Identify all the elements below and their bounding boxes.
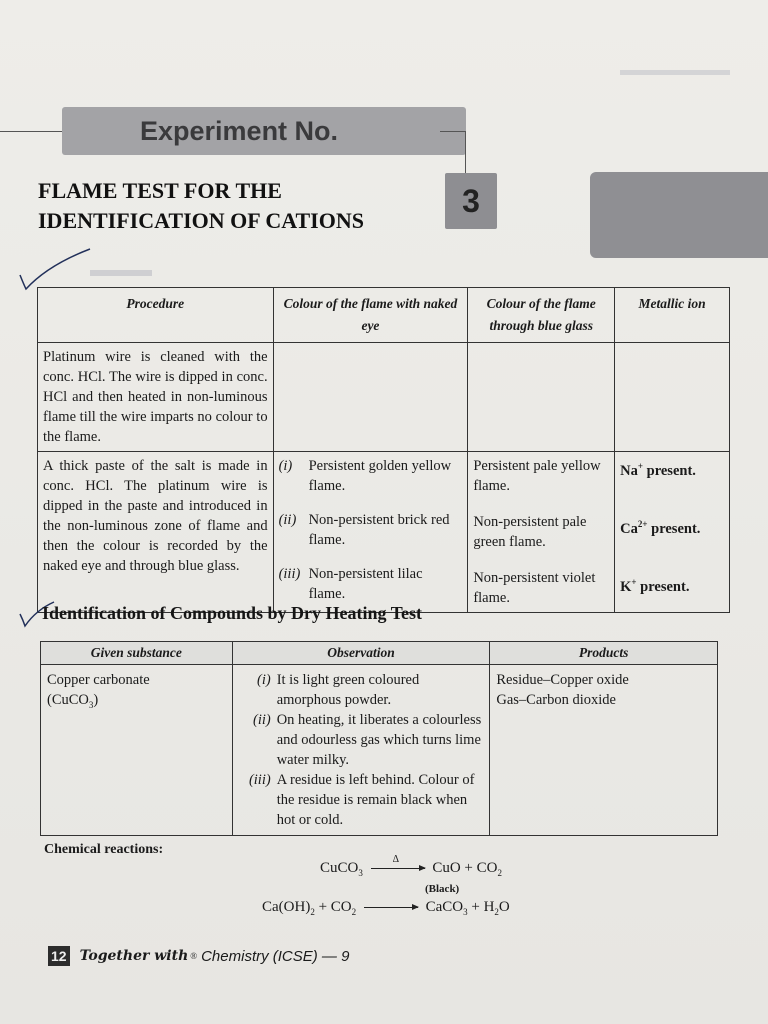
- list-item: [239, 710, 484, 770]
- list-item: [279, 564, 463, 604]
- ion-result: $Ca^{2+}$ present.: [620, 518, 701, 537]
- faint-mark: [620, 70, 730, 75]
- book-subject: Chemistry (ICSE) — 9: [201, 947, 350, 965]
- blue-glass-text: Non-persistent pale green flame.: [473, 514, 587, 550]
- faint-mark: [90, 270, 152, 276]
- experiment-number: 3: [445, 173, 497, 229]
- registered-mark: ®: [190, 951, 198, 961]
- procedure-cell: A thick paste of the salt is made in conc. HCl. The platinum wire is dipped in the paste and introduced in the non-luminous zone of flame and then the colour is recorded by the naked eye and through blue glass.: [38, 452, 274, 613]
- item-text: Non-persistent lilac flame.: [308, 566, 423, 602]
- substance-formula: (CuCO$_3$): [47, 692, 99, 710]
- banner-label: Experiment No.: [140, 115, 339, 146]
- arrow-icon: [364, 907, 418, 908]
- item-number: (i): [257, 672, 271, 688]
- reactions-label: Chemical reactions:: [44, 842, 164, 857]
- column-header: Procedure: [38, 288, 274, 343]
- table-header-row: [38, 288, 730, 343]
- procedure-cell: Platinum wire is cleaned with the conc. HCl. The wire is dipped in conc. HCl and then heated in non-luminous flame till the wire imparts no colour to the flame.: [38, 343, 274, 452]
- empty-cell: [468, 343, 615, 452]
- table-row: [38, 343, 730, 452]
- list-item: [279, 456, 463, 496]
- substance-cell: [41, 665, 233, 836]
- metallic-ion-cell: [615, 452, 730, 613]
- side-tab: [590, 172, 768, 258]
- dry-heating-table: [40, 641, 718, 836]
- list-item: [239, 770, 484, 830]
- title-line: IDENTIFICATION OF CATIONS: [38, 208, 364, 233]
- column-header: Colour of the flame with naked eye: [273, 288, 468, 343]
- item-text: Persistent golden yellow flame.: [308, 458, 452, 494]
- item-number: (ii): [278, 512, 297, 528]
- observation-cell: [232, 665, 490, 836]
- naked-eye-cell: [273, 452, 468, 613]
- column-header: Observation: [232, 642, 490, 665]
- ion-result: Na+ present.: [620, 461, 696, 479]
- page-footer: [48, 946, 349, 966]
- table-row: [41, 665, 718, 836]
- substance-name: Copper carbonate: [47, 672, 150, 688]
- delta-symbol: Δ: [392, 854, 400, 866]
- item-text: On heating, it liberates a colourless and odourless gas which turns lime water milky.: [276, 712, 482, 768]
- item-number: (iii): [278, 566, 301, 582]
- products-cell: [490, 665, 718, 836]
- reaction-equation: $Ca(OH)_2 + CO_2$ CaCO$_3$ + $H_2O$: [262, 899, 510, 917]
- title-line: FLAME TEST FOR THE: [38, 178, 282, 203]
- item-number: (i): [278, 458, 293, 474]
- experiment-banner: [62, 107, 466, 155]
- connector-line: [440, 131, 466, 132]
- item-number: (iii): [248, 772, 271, 788]
- blue-glass-text: Persistent pale yellow flame.: [473, 458, 601, 494]
- empty-cell: [615, 343, 730, 452]
- column-header: Metallic ion: [615, 288, 730, 343]
- column-header: Colour of the flame through blue glass: [468, 288, 615, 343]
- product-text: Gas–Carbon dioxide: [496, 692, 616, 708]
- item-text: Non-persistent brick red flame.: [308, 512, 450, 548]
- header-rule: [0, 131, 70, 132]
- connector-line: [465, 131, 466, 173]
- column-header: Given substance: [41, 642, 233, 665]
- page-title: [38, 176, 438, 236]
- item-text: It is light green coloured amorphous powder.: [276, 672, 420, 708]
- flame-test-table: [37, 287, 730, 613]
- black-note: (Black): [425, 883, 460, 895]
- list-item: [279, 510, 463, 550]
- page-number: 12: [48, 946, 70, 966]
- item-number: (ii): [252, 712, 271, 728]
- item-text: A residue is left behind. Colour of the residue is remain black when hot or cold.: [276, 772, 475, 828]
- arrow-icon: [371, 854, 425, 869]
- table-row: [38, 452, 730, 613]
- reaction-equation: CuCO$_3$ Δ CuO + $CO_2$: [320, 854, 502, 878]
- section-heading: Identification of Compounds by Dry Heating Test: [42, 603, 423, 623]
- blue-glass-cell: [468, 452, 615, 613]
- list-item: [239, 670, 484, 710]
- blue-glass-text: Non-persistent violet flame.: [473, 570, 596, 606]
- empty-cell: [273, 343, 468, 452]
- brand-name: Together with: [79, 948, 189, 964]
- product-text: Residue–Copper oxide: [496, 672, 629, 688]
- ion-result: K+ present.: [620, 576, 690, 595]
- table-header-row: [41, 642, 718, 665]
- column-header: Products: [490, 642, 718, 665]
